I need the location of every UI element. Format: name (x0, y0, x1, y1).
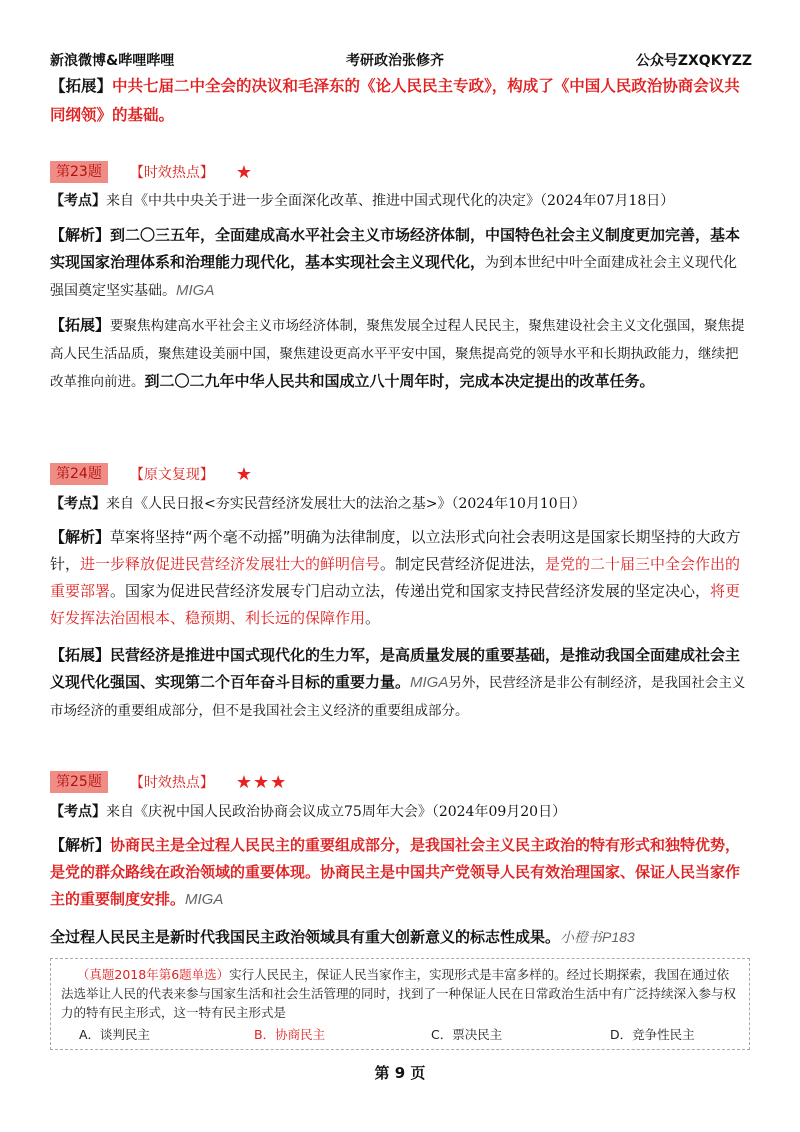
kaodian-text: 来自《人民日报<夯实民营经济发展壮大的法治之基>》（2024年10月10日） (106, 496, 586, 512)
jiexi-label: 【解析】 (50, 528, 111, 546)
tuozhan-bold-text: 到二〇二九年中华人民共和国成立八十周年时，完成本决定提出的改革任务。 (144, 372, 655, 390)
jiexi-rest-text: 为到本世纪中叶全面建成社会主义现代化强国奠定坚实基础。 (50, 255, 738, 299)
intro-label: 【拓展】 (50, 77, 113, 95)
kaodian-text: 来自《中共中央关于进一步全面深化改革、推进中国式现代化的决定》（2024年07月18日） (106, 193, 675, 209)
question-24-header (50, 462, 253, 486)
jiexi-text-2: 。制定民营经济促进法， (380, 555, 546, 573)
q23-tuozhan (50, 312, 750, 396)
intro-expansion (50, 72, 750, 130)
question-25-header (50, 770, 287, 794)
question-23-header (50, 160, 253, 184)
question-badge: 第23题 (50, 161, 108, 183)
question-tag: 【时效热点】 (129, 775, 214, 791)
question-tag: 【时效热点】 (129, 165, 214, 181)
star-rating: ★ (235, 463, 253, 485)
question-badge: 第24题 (50, 463, 108, 485)
exam-question-text: 实行人民民主，保证人民当家作主，实现形式是丰富多样的。经过长期探索，我国在通过依法选举让人民的代表来参与国家生活和社会生活管理的同时，找到了一种保证人民在日常政治生活中有广泛持续深入参与权力的特有民主形式，这一特有民主形式是 (61, 967, 737, 1020)
miga-mark: MIGA (185, 891, 224, 908)
q24-jiexi (50, 524, 750, 632)
tuozhan-label: 【拓展】 (50, 646, 111, 664)
jiexi-text-4: 。 (365, 609, 381, 627)
q25-kaodian (50, 799, 750, 825)
summary-bold-text: 全过程人民民主是新时代我国民主政治领域具有重大创新意义的标志性成果。 (50, 928, 561, 946)
header-weibo-bilibili: 新浪微博&哔哩哔哩 (50, 53, 175, 69)
jiexi-label: 【解析】 (50, 836, 111, 854)
star-rating: ★★★ (235, 771, 288, 793)
past-exam-question-box (50, 958, 750, 1050)
jiexi-red-3: 将更好发挥法治固根本、稳预期、利长远的保障作用 (50, 582, 741, 627)
question-tag: 【原文复现】 (129, 467, 214, 483)
q24-tuozhan (50, 642, 750, 725)
miga-mark: MIGA (410, 674, 449, 691)
exam-options (61, 1025, 739, 1044)
exam-question (61, 965, 739, 1022)
jiexi-red-2: 是党的二十届三中全会作出的重要部署 (50, 555, 741, 600)
jiexi-bold-text: 到二〇三五年，全面建成高水平社会主义市场经济体制，中国特色社会主义制度更加完善，基本实现国家治理体系和治理能力现代化，基本实现社会主义现代化， (50, 226, 741, 271)
star-rating: ★ (235, 161, 253, 183)
tuozhan-text: 要聚焦构建高水平社会主义市场经济体制，聚焦发展全过程人民民主，聚焦建设社会主义文化强国，聚焦提高人民生活品质，聚焦建设美丽中国，聚焦建设更高水平平安中国，聚焦提高党的领导水平和长期执政能力，继续把改革推向前进。 (50, 318, 745, 390)
header-author: 考研政治张修齐 (346, 53, 444, 69)
exam-source: （真题2018年第6题单选） (76, 967, 230, 982)
question-badge: 第25题 (50, 771, 108, 793)
q24-kaodian (50, 491, 750, 517)
tuozhan-label: 【拓展】 (50, 316, 111, 334)
q23-kaodian (50, 188, 750, 214)
kaodian-label: 【考点】 (50, 496, 106, 512)
q25-summary (50, 924, 750, 950)
kaodian-text: 来自《庆祝中国人民政治协商会议成立75周年大会》（2024年09月20日） (106, 804, 567, 820)
option-d: D．竞争性民主 (610, 1027, 695, 1042)
page-header (0, 50, 800, 72)
kaodian-label: 【考点】 (50, 193, 106, 209)
book-reference: 小橙书P183 (560, 929, 635, 945)
q23-jiexi (50, 222, 750, 305)
jiexi-text-1: 草案将坚持“两个毫不动摇”明确为法律制度，以立法形式向社会表明这是国家长期坚持的大政方针， (50, 528, 741, 573)
header-wechat-account: 公众号ZXQKYZZ (635, 53, 752, 69)
jiexi-red-text: 协商民主是全过程人民民主的重要组成部分，是我国社会主义民主政治的特有形式和独特优势，是党的群众路线在政治领域的重要体现。协商民主是中国共产党领导人民有效治理国家、保证人民当家作主的重要制度安排。 (50, 836, 741, 908)
jiexi-red-1: 进一步释放促进民营经济发展壮大的鲜明信号 (80, 555, 381, 573)
jiexi-label: 【解析】 (50, 226, 111, 244)
page-number: 第 9 页 (374, 1064, 426, 1082)
option-c: C．票决民主 (431, 1027, 503, 1042)
kaodian-label: 【考点】 (50, 804, 106, 820)
q25-jiexi (50, 832, 750, 913)
intro-text: 中共七届二中全会的决议和毛泽东的《论人民民主专政》，构成了《中国人民政治协商会议共同纲领》的基础。 (50, 77, 740, 124)
miga-mark: MIGA (176, 282, 215, 299)
option-a: A．谈判民主 (79, 1027, 151, 1042)
option-b-answer: B．协商民主 (254, 1027, 326, 1042)
tuozhan-rest-text: 另外，民营经济是非公有制经济，是我国社会主义市场经济的重要组成部分，但不是我国社会主义经济的重要组成部分。 (50, 675, 746, 719)
jiexi-text-3: 。国家为促进民营经济发展专门启动立法，传递出党和国家支持民营经济发展的坚定决心， (110, 582, 711, 600)
tuozhan-bold-text: 民营经济是推进中国式现代化的生力军，是高质量发展的重要基础，是推动我国全面建成社会主义现代化强国、实现第二个百年奋斗目标的重要力量。 (50, 646, 741, 691)
